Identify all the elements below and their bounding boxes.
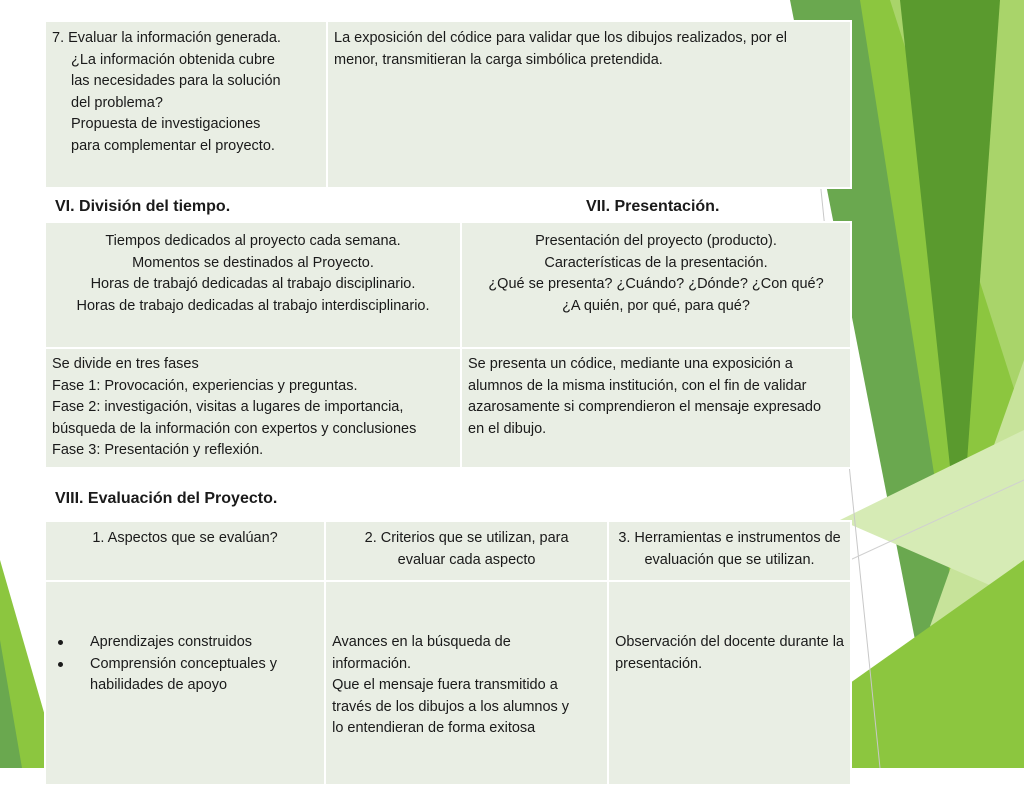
text-line: Observación del docente durante la [615, 634, 844, 650]
bullet-icon [58, 640, 63, 645]
project-evaluation-table [44, 520, 852, 786]
text-line: ¿A quién, por qué, para qué? [562, 297, 750, 314]
presentation-header-cell [461, 222, 851, 348]
text-line: La exposición del códice para validar que los dibujos realizados, por el [334, 30, 787, 46]
text-line: presentación. [615, 655, 703, 672]
text-line: lo entendieran de forma exitosa [332, 720, 536, 736]
time-presentation-table [44, 221, 852, 469]
text-line: Fase 3: Presentación y reflexión. [52, 442, 264, 458]
section-title-time-division: VI. División del tiempo. [55, 198, 231, 215]
criteria-cell [325, 581, 608, 785]
evaluation-info-answer-cell [327, 21, 851, 188]
text-line: búsqueda de la información con expertos y conclusiones [52, 420, 417, 437]
evaluation-info-first-line: 7. Evaluar la información generada. [52, 30, 281, 46]
text-line: 1. Aspectos que se evalúan? [92, 530, 278, 546]
aspects-cell [45, 581, 325, 785]
evaluation-info-table [44, 20, 852, 189]
text-line: Tiempos dedicados al proyecto cada semana. [105, 233, 401, 249]
presentation-description-cell [461, 348, 851, 468]
bullet-icon [58, 662, 63, 667]
text-line: evaluar cada aspecto [397, 551, 536, 568]
text-line: ¿La información obtenida cubre [71, 51, 275, 68]
section-title-project-evaluation: VIII. Evaluación del Proyecto. [55, 490, 278, 507]
list-item [52, 654, 318, 697]
text-line: azarosamente si comprendieron el mensaje expresado [468, 399, 822, 415]
list-item [52, 632, 318, 654]
aspects-header-cell [45, 521, 325, 581]
text-line: través de los dibujos a los alumnos y [332, 698, 570, 715]
text-line: en el dibujo. [468, 420, 547, 437]
text-line: del problema? [71, 94, 163, 111]
text-line: las necesidades para la solución [71, 73, 281, 89]
text-line: 3. Herramientas e instrumentos de [618, 530, 841, 546]
section-title-presentation: VII. Presentación. [586, 198, 720, 215]
text-line: evaluación que se utilizan. [644, 551, 815, 568]
text-line: Comprensión conceptuales y [90, 655, 277, 672]
text-line: Presentación del proyecto (producto). [535, 233, 777, 249]
text-line: Propuesta de investigaciones [71, 116, 261, 132]
aspects-list [52, 632, 318, 697]
tools-cell [608, 581, 851, 785]
text-line: Horas de trabajó dedicadas al trabajo disciplinario. [90, 276, 416, 292]
text-line: Que el mensaje fuera transmitido a [332, 677, 558, 693]
text-line: menor, transmitieran la carga simbólica pretendida. [334, 51, 663, 68]
text-line: Fase 1: Provocación, experiencias y preguntas. [52, 377, 358, 394]
time-phases-cell [45, 348, 461, 468]
text-line: alumnos de la misma institución, con el fin de validar [468, 377, 807, 394]
text-line: Avances en la búsqueda de [332, 634, 511, 650]
text-line: ¿Qué se presenta? ¿Cuándo? ¿Dónde? ¿Con qué? [488, 276, 824, 292]
text-line: Fase 2: investigación, visitas a lugares de importancia, [52, 399, 404, 415]
time-header-cell [45, 222, 461, 348]
text-line: Horas de trabajo dedicadas al trabajo interdisciplinario. [76, 297, 430, 314]
text-line: Aprendizajes construidos [90, 634, 253, 650]
text-line: Se presenta un códice, mediante una exposición a [468, 356, 793, 372]
tools-header-cell [608, 521, 851, 581]
text-line: Características de la presentación. [544, 254, 768, 271]
criteria-header-cell [325, 521, 608, 581]
text-line: Momentos se destinados al Proyecto. [132, 254, 374, 271]
text-line: 2. Criterios que se utilizan, para [364, 530, 569, 546]
text-line: habilidades de apoyo [90, 677, 228, 693]
text-line: para complementar el proyecto. [71, 137, 275, 154]
text-line: información. [332, 655, 412, 672]
text-line: Se divide en tres fases [52, 356, 199, 372]
evaluation-info-question-cell [45, 21, 327, 188]
